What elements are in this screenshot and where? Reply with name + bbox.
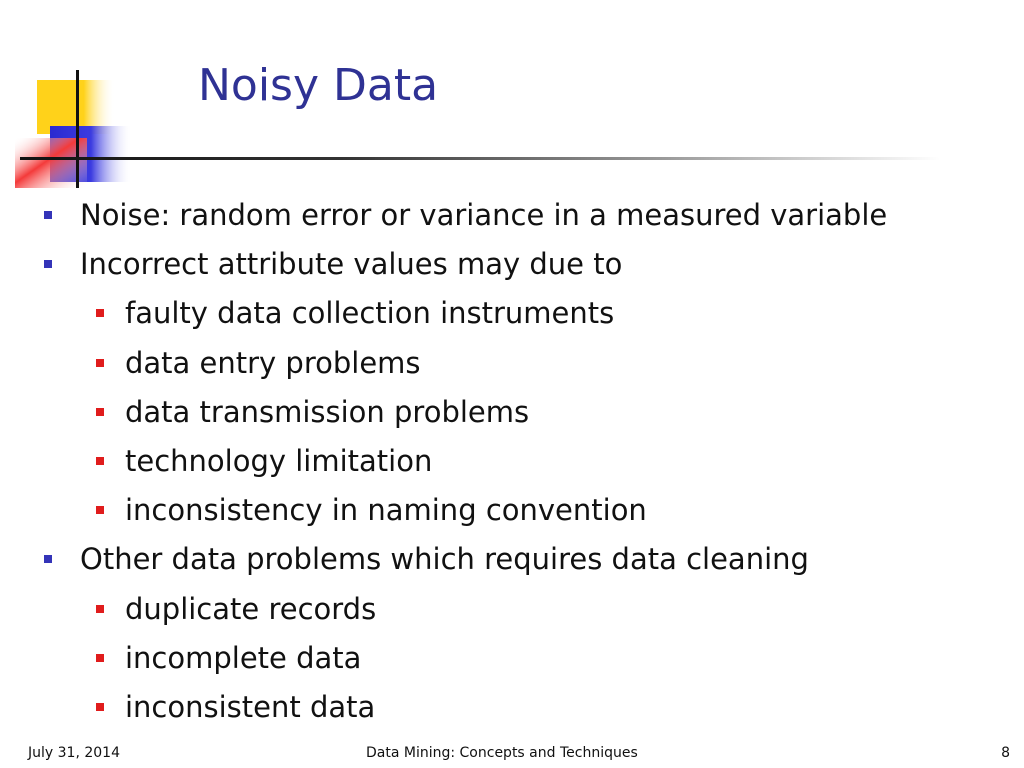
footer-page-number: 8 bbox=[1001, 745, 1010, 761]
sub-bullet-item: inconsistent data bbox=[125, 690, 376, 724]
bullet-marker-level2 bbox=[96, 605, 104, 613]
bullet-item: Other data problems which requires data cleaning bbox=[80, 542, 809, 577]
sub-bullet-item: incomplete data bbox=[125, 640, 362, 675]
bullet-item: Incorrect attribute values may due to bbox=[80, 247, 623, 282]
bullet-marker-level2 bbox=[96, 309, 104, 317]
sub-bullet-item: technology limitation bbox=[125, 444, 433, 478]
bullet-marker-level2 bbox=[96, 506, 104, 514]
sub-bullet-item: duplicate records bbox=[125, 591, 377, 626]
bullet-marker-level2 bbox=[96, 703, 104, 711]
bullet-marker-level1 bbox=[44, 211, 52, 219]
bullet-marker-level2 bbox=[96, 457, 104, 465]
sub-bullet-item: data entry problems bbox=[125, 345, 421, 380]
sub-bullet-item: inconsistency in naming convention bbox=[125, 493, 647, 528]
bullet-marker-level2 bbox=[96, 408, 104, 416]
bullet-marker-level2 bbox=[96, 359, 104, 367]
bullet-marker-level1 bbox=[44, 555, 52, 563]
sub-bullet-item: faulty data collection instruments bbox=[125, 296, 615, 331]
footer-date: July 31, 2014 bbox=[28, 745, 120, 761]
sub-bullet-item: data transmission problems bbox=[125, 394, 530, 429]
bullet-marker-level1 bbox=[44, 260, 52, 268]
bullet-marker-level2 bbox=[96, 654, 104, 662]
bullet-item: Noise: random error or variance in a measured variable bbox=[80, 198, 888, 232]
slide-title: Noisy Data bbox=[198, 60, 439, 111]
footer-title: Data Mining: Concepts and Techniques bbox=[366, 745, 638, 761]
